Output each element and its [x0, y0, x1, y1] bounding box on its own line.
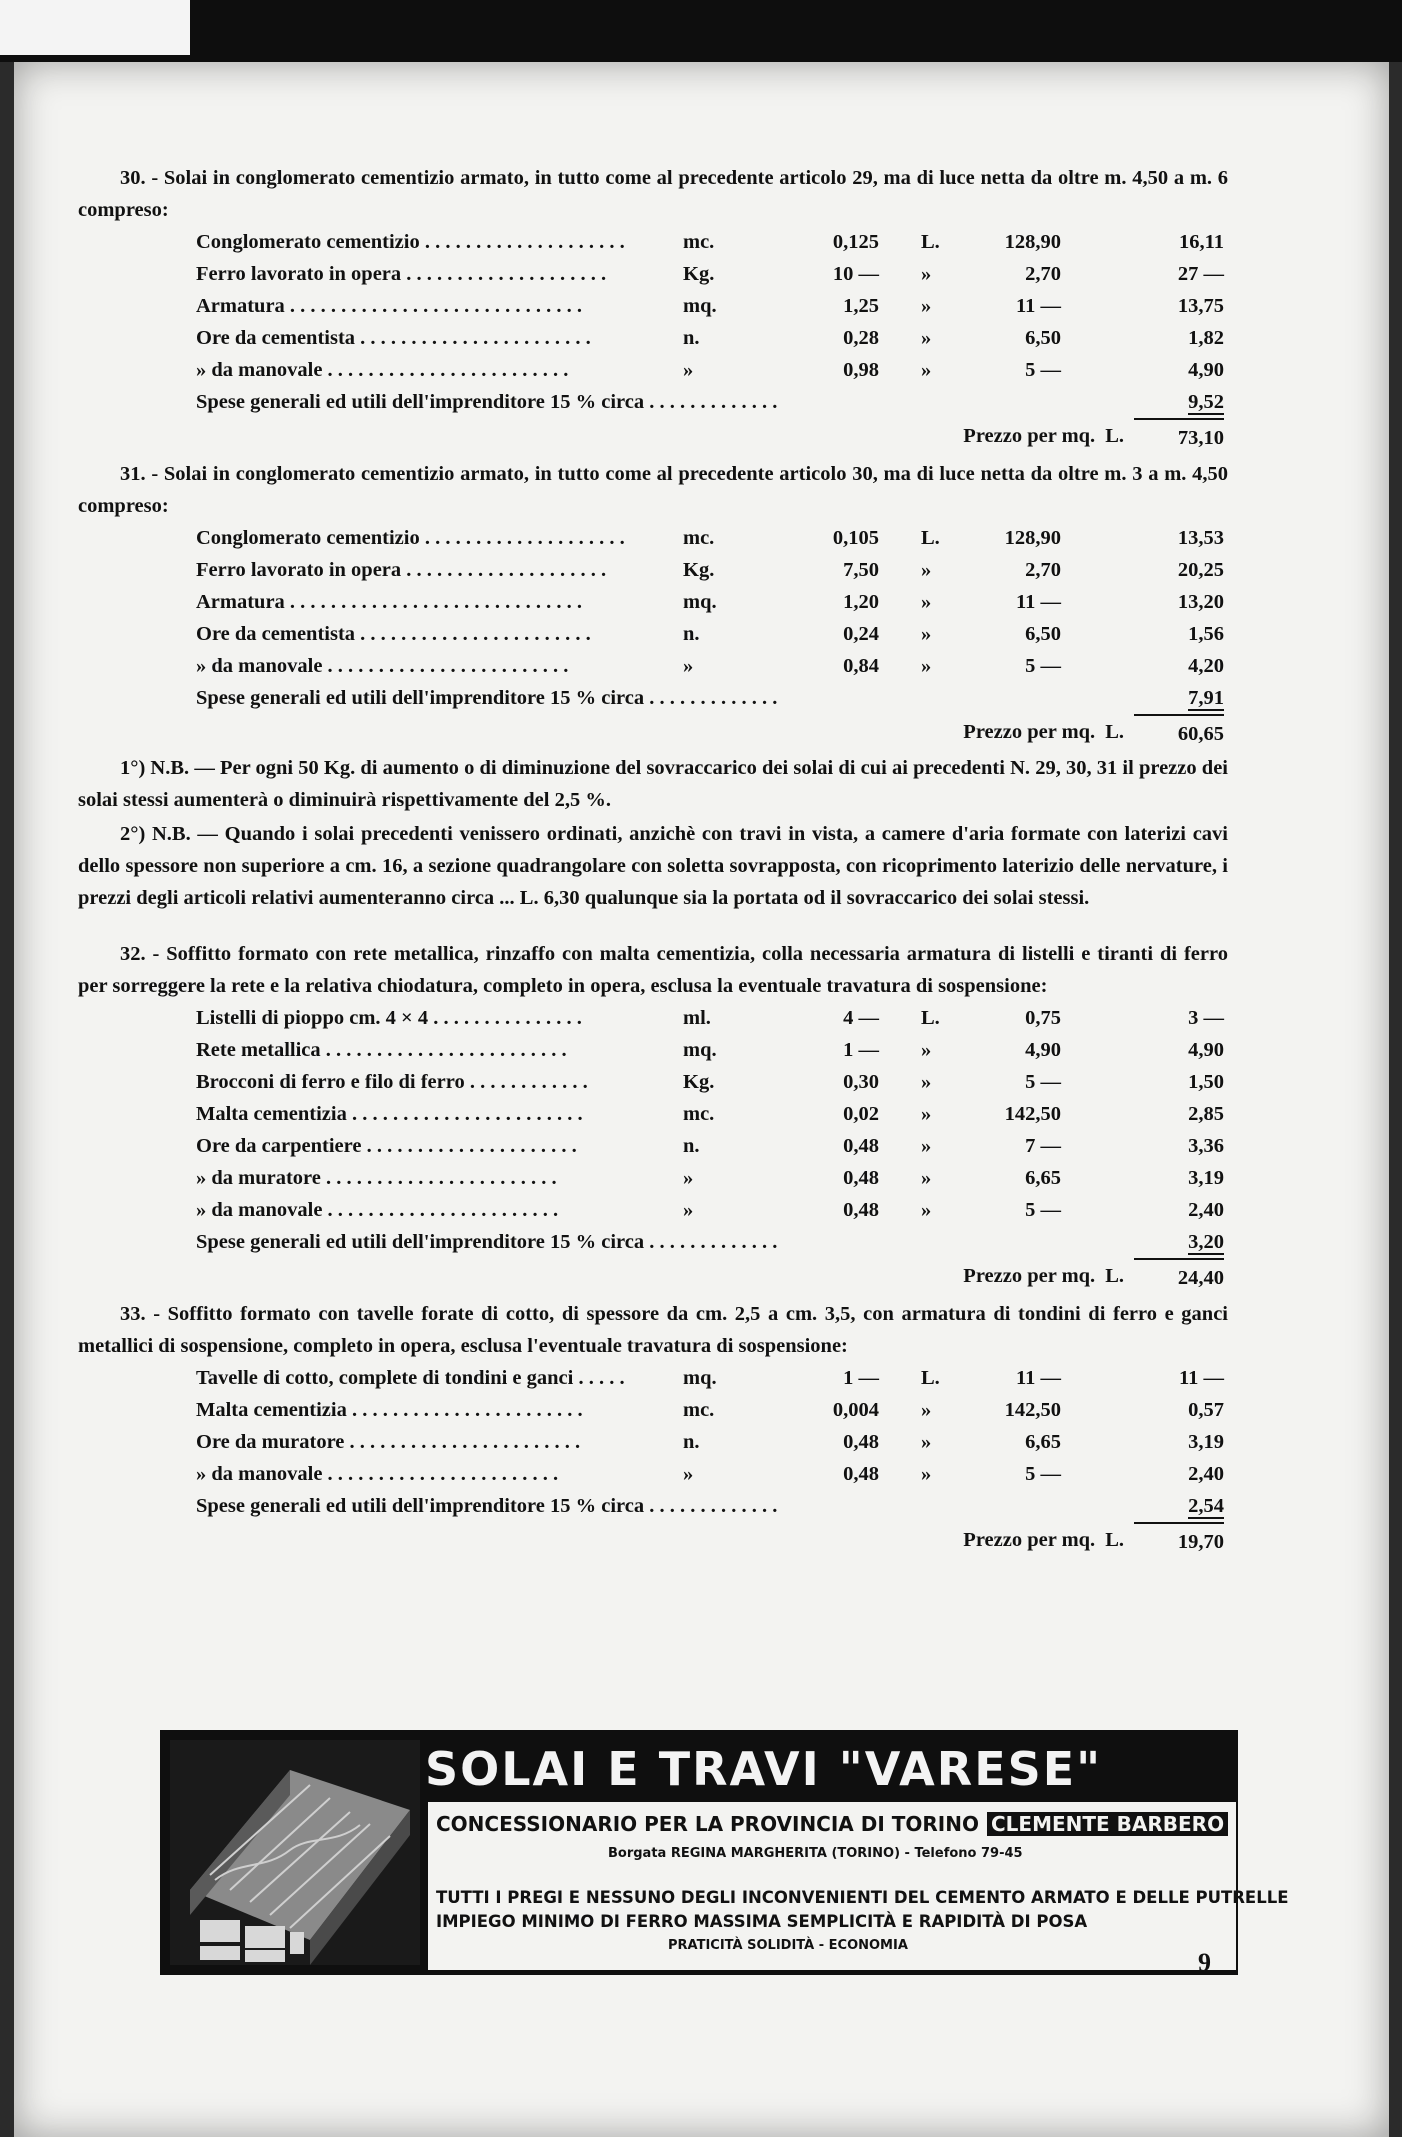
- cost-total-value: 3 —: [1188, 1007, 1224, 1029]
- cost-description: Ferro lavorato in opera . . . . . . . . . . . . . . . . . . . .: [196, 263, 607, 285]
- item-number: 32.: [120, 943, 146, 965]
- cost-description: » da manovale . . . . . . . . . . . . . . . . . . . . . . . .: [196, 359, 569, 381]
- cost-currency: »: [921, 1167, 932, 1189]
- cost-total-value: 1,50: [1188, 1071, 1224, 1093]
- cost-unit-price: 2,70: [1025, 559, 1061, 581]
- item-description: - Solai in conglomerato cementizio armato, in tutto come al precedente articolo 29, ma di luce netta da oltre m. 4,50 a m. 6 compreso:: [78, 167, 1228, 221]
- ad-concessionaire-text: CONCESSIONARIO PER LA PROVINCIA DI TORINO: [436, 1812, 979, 1836]
- cost-currency: »: [921, 1071, 932, 1093]
- cost-unit-price: 11 —: [1016, 295, 1061, 317]
- section-spacer: [78, 914, 1228, 934]
- price-summary-label: Prezzo per mq.: [963, 1265, 1096, 1287]
- cost-total: [1061, 1362, 1224, 1394]
- note-paragraph: [78, 752, 1228, 816]
- cost-description: Spese generali ed utili dell'imprenditore 15 % circa . . . . . . . . . . . . .: [196, 687, 778, 709]
- cost-table: [196, 1002, 1224, 1294]
- ad-benefits-line: IMPIEGO MINIMO DI FERRO MASSIMA SEMPLICITÀ E RAPIDITÀ DI POSA: [436, 1912, 1088, 1931]
- cost-currency: »: [921, 1135, 932, 1157]
- note-paragraph: [78, 818, 1228, 914]
- cost-unit-price: 142,50: [1004, 1399, 1061, 1421]
- cost-currency: L.: [921, 231, 940, 253]
- cost-row: [196, 258, 1224, 290]
- cost-row: [196, 1098, 1224, 1130]
- cost-currency: »: [921, 295, 932, 317]
- cost-unit-price: 6,65: [1025, 1431, 1061, 1453]
- page-number: 9: [1198, 1948, 1211, 1977]
- cost-total: [1061, 226, 1224, 258]
- cost-unit-price: 128,90: [1004, 527, 1061, 549]
- cost-row: [196, 586, 1224, 618]
- cost-unit-price: 5 —: [1025, 1463, 1061, 1485]
- price-summary-currency: L.: [1105, 721, 1124, 743]
- item-intro: [78, 1298, 1228, 1362]
- cost-quantity: 0,48: [843, 1135, 879, 1157]
- floor-slab-illustration: [170, 1740, 420, 1965]
- cost-row: [196, 682, 1224, 714]
- note-text: — Per ogni 50 Kg. di aumento o di diminuzione del sovraccarico dei solai di cui ai precedenti N. 29, 30, 31 il prezzo dei solai stessi aumenterà o diminuirà rispettivamente del 2,5 %.: [78, 757, 1228, 811]
- cost-total-value: 1,56: [1188, 623, 1224, 645]
- price-summary: [196, 714, 1224, 750]
- cost-quantity: 0,48: [843, 1463, 879, 1485]
- price-summary-label: Prezzo per mq.: [963, 425, 1096, 447]
- cost-currency: »: [921, 559, 932, 581]
- cost-description: Ore da cementista . . . . . . . . . . . . . . . . . . . . . . .: [196, 623, 591, 645]
- cost-row: [196, 322, 1224, 354]
- cost-row: [196, 1034, 1224, 1066]
- cost-unit-price: 6,50: [1025, 327, 1061, 349]
- cost-total-value: 16,11: [1179, 231, 1224, 253]
- cost-unit-price: 5 —: [1025, 655, 1061, 677]
- cost-unit-price: 2,70: [1025, 263, 1061, 285]
- cost-total: [1061, 522, 1224, 554]
- cost-quantity: 0,125: [832, 231, 879, 253]
- cost-quantity: 0,004: [832, 1399, 879, 1421]
- item-description: - Soffitto formato con rete metallica, rinzaffo con malta cementizia, colla necessaria armatura di listelli e tiranti di ferro per sorreggere la rete e la relativa chiodatura, completo in opera, esclusa la eventuale travatura di sospensione:: [78, 943, 1228, 997]
- item-description: - Soffitto formato con tavelle forate di cotto, di spessore da cm. 2,5 a cm. 3,5, con armatura di tondini di ferro e ganci metallici di sospensione, completo in opera, esclusa l'eventuale travatura di sospensione:: [78, 1303, 1228, 1357]
- cost-unit: n.: [683, 1135, 700, 1157]
- cost-quantity: 1 —: [843, 1367, 879, 1389]
- cost-currency: L.: [921, 527, 940, 549]
- item-intro: [78, 162, 1228, 226]
- cost-unit: mq.: [683, 591, 717, 613]
- cost-description: » da manovale . . . . . . . . . . . . . . . . . . . . . . . .: [196, 655, 569, 677]
- cost-unit: mq.: [683, 1039, 717, 1061]
- cost-currency: »: [921, 359, 932, 381]
- page-content: [78, 162, 1228, 1558]
- cost-unit: n.: [683, 327, 700, 349]
- cost-total: [1061, 1098, 1224, 1130]
- item-number: 31.: [120, 463, 146, 485]
- cost-unit: »: [683, 359, 694, 381]
- cost-unit: Kg.: [683, 1071, 715, 1093]
- cost-row: [196, 618, 1224, 650]
- cost-quantity: 1,25: [843, 295, 879, 317]
- cost-unit: »: [683, 1167, 694, 1189]
- cost-currency: »: [921, 1399, 932, 1421]
- cost-unit: Kg.: [683, 263, 715, 285]
- cost-unit: mc.: [683, 1103, 715, 1125]
- cost-description: » da manovale . . . . . . . . . . . . . . . . . . . . . . .: [196, 1199, 559, 1221]
- cost-currency: »: [921, 1039, 932, 1061]
- cost-quantity: 0,48: [843, 1431, 879, 1453]
- cost-total: [1061, 650, 1224, 682]
- cost-unit-price: 142,50: [1004, 1103, 1061, 1125]
- cost-quantity: 0,48: [843, 1167, 879, 1189]
- price-summary-currency: L.: [1105, 1265, 1124, 1287]
- cost-total: [1061, 554, 1224, 586]
- cost-unit: »: [683, 1199, 694, 1221]
- cost-unit: Kg.: [683, 559, 715, 581]
- price-summary-value: 19,70: [1134, 1522, 1224, 1558]
- cost-unit: mq.: [683, 1367, 717, 1389]
- cost-total-value: 4,90: [1188, 1039, 1224, 1061]
- cost-total: [1061, 618, 1224, 650]
- cost-currency: »: [921, 655, 932, 677]
- cost-currency: »: [921, 1199, 932, 1221]
- cost-total-value: 3,36: [1188, 1135, 1224, 1157]
- cost-total-value: 2,40: [1188, 1199, 1224, 1221]
- cost-row: [196, 1066, 1224, 1098]
- cost-currency: »: [921, 1103, 932, 1125]
- cost-row: [196, 1394, 1224, 1426]
- cost-row: [196, 554, 1224, 586]
- price-summary-value: 73,10: [1134, 418, 1224, 454]
- cost-total: [1061, 258, 1224, 290]
- cost-row: [196, 650, 1224, 682]
- cost-description: Listelli di pioppo cm. 4 × 4 . . . . . . . . . . . . . . .: [196, 1007, 582, 1029]
- cost-unit-price: 5 —: [1025, 1071, 1061, 1093]
- price-summary-value: 24,40: [1134, 1258, 1224, 1294]
- cost-description: Armatura . . . . . . . . . . . . . . . . . . . . . . . . . . . . .: [196, 295, 583, 317]
- cost-quantity: 0,24: [843, 623, 879, 645]
- cost-description: Rete metallica . . . . . . . . . . . . . . . . . . . . . . . .: [196, 1039, 567, 1061]
- price-summary-currency: L.: [1105, 1529, 1124, 1551]
- cost-quantity: 0,28: [843, 327, 879, 349]
- price-summary-label: Prezzo per mq.: [963, 721, 1096, 743]
- ad-body: [428, 1802, 1289, 1970]
- cost-description: Ore da muratore . . . . . . . . . . . . . . . . . . . . . . .: [196, 1431, 581, 1453]
- price-items-top: [78, 162, 1228, 750]
- cost-total-value: 13,20: [1177, 591, 1224, 613]
- cost-total: [1061, 586, 1224, 618]
- cost-total-value: 2,54: [1188, 1495, 1224, 1517]
- cost-table: [196, 226, 1224, 454]
- cost-row: [196, 1426, 1224, 1458]
- cost-total-value: 13,75: [1177, 295, 1224, 317]
- price-summary: [196, 1522, 1224, 1558]
- cost-total-value: 7,91: [1188, 687, 1224, 709]
- cost-total-value: 3,19: [1188, 1431, 1224, 1453]
- cost-row: [196, 226, 1224, 258]
- cost-total-value: 3,19: [1188, 1167, 1224, 1189]
- cost-description: Tavelle di cotto, complete di tondini e ganci . . . . .: [196, 1367, 625, 1389]
- cost-unit: ml.: [683, 1007, 711, 1029]
- cost-currency: L.: [921, 1007, 940, 1029]
- cost-description: Malta cementizia . . . . . . . . . . . . . . . . . . . . . . .: [196, 1399, 583, 1421]
- cost-quantity: 0,02: [843, 1103, 879, 1125]
- cost-total-value: 4,20: [1188, 655, 1224, 677]
- cost-total: [1061, 1226, 1224, 1258]
- cost-quantity: 0,30: [843, 1071, 879, 1093]
- cost-total-value: 20,25: [1177, 559, 1224, 581]
- cost-description: Ore da carpentiere . . . . . . . . . . . . . . . . . . . . .: [196, 1135, 577, 1157]
- price-summary-currency: L.: [1105, 425, 1124, 447]
- cost-unit: mc.: [683, 527, 715, 549]
- cost-row: [196, 1162, 1224, 1194]
- cost-total: [1061, 1066, 1224, 1098]
- cost-total: [1061, 1130, 1224, 1162]
- cost-unit: mq.: [683, 295, 717, 317]
- cost-unit-price: 11 —: [1016, 591, 1061, 613]
- scan-top-band: [0, 0, 1402, 62]
- price-summary-label: Prezzo per mq.: [963, 1529, 1096, 1551]
- advertisement-box: [160, 1730, 1289, 1975]
- item-intro: [78, 458, 1228, 522]
- cost-quantity: 0,98: [843, 359, 879, 381]
- cost-total: [1061, 386, 1224, 418]
- cost-description: Spese generali ed utili dell'imprenditore 15 % circa . . . . . . . . . . . . .: [196, 391, 778, 413]
- cost-total-value: 2,85: [1188, 1103, 1224, 1125]
- cost-total-value: 9,52: [1188, 391, 1224, 413]
- cost-unit: »: [683, 1463, 694, 1485]
- cost-total: [1061, 1490, 1224, 1522]
- cost-row: [196, 522, 1224, 554]
- ad-claim-line: TUTTI I PREGI E NESSUNO DEGLI INCONVENIENTI DEL CEMENTO ARMATO E DELLE PUTRELLE: [436, 1888, 1289, 1907]
- cost-description: » da manovale . . . . . . . . . . . . . . . . . . . . . . .: [196, 1463, 559, 1485]
- cost-unit: mc.: [683, 1399, 715, 1421]
- cost-currency: »: [921, 1431, 932, 1453]
- cost-unit: mc.: [683, 231, 715, 253]
- cost-unit-price: 128,90: [1004, 231, 1061, 253]
- cost-total-value: 13,53: [1177, 527, 1224, 549]
- price-summary: [196, 418, 1224, 454]
- cost-row: [196, 354, 1224, 386]
- note-text: — Quando i solai precedenti venissero ordinati, anzichè con travi in vista, a camere d'aria formate con laterizi cavi dello spessore non superiore a cm. 16, a sezione quadrangolare con soletta sovrapposta, con ricoprimento laterizio delle nervature, i prezzi degli articoli relativi aumenteranno circa ... L. 6,30 qualunque sia la portata od il sovraccarico dei solai stessi.: [78, 823, 1228, 909]
- cost-unit-price: 0,75: [1025, 1007, 1061, 1029]
- ad-slogan-line: PRATICITÀ SOLIDITÀ - ECONOMIA: [668, 1938, 908, 1953]
- cost-row: [196, 1130, 1224, 1162]
- cost-quantity: 10 —: [832, 263, 879, 285]
- ad-address-line: Borgata REGINA MARGHERITA (TORINO) - Telefono 79-45: [608, 1846, 1023, 1861]
- cost-currency: »: [921, 1463, 932, 1485]
- cost-unit-price: 7 —: [1025, 1135, 1061, 1157]
- price-summary: [196, 1258, 1224, 1294]
- cost-description: Spese generali ed utili dell'imprenditore 15 % circa . . . . . . . . . . . . .: [196, 1231, 778, 1253]
- cost-quantity: 4 —: [843, 1007, 879, 1029]
- cost-quantity: 0,105: [832, 527, 879, 549]
- note-label: 1°) N.B.: [120, 757, 190, 779]
- cost-unit: n.: [683, 623, 700, 645]
- cost-total-value: 3,20: [1188, 1231, 1224, 1253]
- cost-total: [1061, 1194, 1224, 1226]
- scan-corner-tab: [0, 0, 190, 55]
- cost-total: [1061, 1034, 1224, 1066]
- cost-total-value: 2,40: [1188, 1463, 1224, 1485]
- cost-description: Armatura . . . . . . . . . . . . . . . . . . . . . . . . . . . . .: [196, 591, 583, 613]
- cost-total-value: 1,82: [1188, 327, 1224, 349]
- cost-row: [196, 1226, 1224, 1258]
- cost-total-value: 11 —: [1179, 1367, 1224, 1389]
- cost-currency: »: [921, 263, 932, 285]
- ad-concessionaire-name: CLEMENTE BARBERO: [987, 1812, 1228, 1836]
- ad-title: SOLAI E TRAVI "VARESE": [425, 1742, 1103, 1796]
- item-number: 30.: [120, 167, 146, 189]
- ad-concessionaire-line: [436, 1812, 1228, 1836]
- cost-unit: n.: [683, 1431, 700, 1453]
- item-description: - Solai in conglomerato cementizio armato, in tutto come al precedente articolo 30, ma di luce netta da oltre m. 3 a m. 4,50 compreso:: [78, 463, 1228, 517]
- cost-row: [196, 1362, 1224, 1394]
- cost-quantity: 7,50: [843, 559, 879, 581]
- cost-currency: »: [921, 327, 932, 349]
- cost-total: [1061, 322, 1224, 354]
- cost-table: [196, 522, 1224, 750]
- cost-currency: »: [921, 591, 932, 613]
- cost-description: Ore da cementista . . . . . . . . . . . . . . . . . . . . . . .: [196, 327, 591, 349]
- price-items-bottom: [78, 938, 1228, 1558]
- cost-quantity: 1 —: [843, 1039, 879, 1061]
- cost-quantity: 0,48: [843, 1199, 879, 1221]
- cost-description: Malta cementizia . . . . . . . . . . . . . . . . . . . . . . .: [196, 1103, 583, 1125]
- cost-unit-price: 4,90: [1025, 1039, 1061, 1061]
- cost-row: [196, 1490, 1224, 1522]
- cost-unit: »: [683, 655, 694, 677]
- cost-total-value: 0,57: [1188, 1399, 1224, 1421]
- item-intro: [78, 938, 1228, 1002]
- cost-description: » da muratore . . . . . . . . . . . . . . . . . . . . . . .: [196, 1167, 557, 1189]
- price-summary-value: 60,65: [1134, 714, 1224, 750]
- cost-quantity: 1,20: [843, 591, 879, 613]
- cost-unit-price: 11 —: [1016, 1367, 1061, 1389]
- notes-section: [78, 752, 1228, 934]
- note-label: 2°) N.B.: [120, 823, 191, 845]
- cost-row: [196, 1002, 1224, 1034]
- cost-quantity: 0,84: [843, 655, 879, 677]
- cost-row: [196, 1194, 1224, 1226]
- cost-total: [1061, 1426, 1224, 1458]
- cost-unit-price: 5 —: [1025, 359, 1061, 381]
- cost-description: Brocconi di ferro e filo di ferro . . . . . . . . . . . .: [196, 1071, 588, 1093]
- cost-total: [1061, 1162, 1224, 1194]
- cost-total: [1061, 290, 1224, 322]
- cost-description: Ferro lavorato in opera . . . . . . . . . . . . . . . . . . . .: [196, 559, 607, 581]
- cost-row: [196, 290, 1224, 322]
- cost-total: [1061, 1002, 1224, 1034]
- item-number: 33.: [120, 1303, 146, 1325]
- cost-total: [1061, 1458, 1224, 1490]
- cost-row: [196, 386, 1224, 418]
- cost-currency: »: [921, 623, 932, 645]
- cost-total-value: 27 —: [1177, 263, 1224, 285]
- cost-unit-price: 5 —: [1025, 1199, 1061, 1221]
- cost-total: [1061, 354, 1224, 386]
- cost-total-value: 4,90: [1188, 359, 1224, 381]
- cost-row: [196, 1458, 1224, 1490]
- cost-unit-price: 6,50: [1025, 623, 1061, 645]
- cost-currency: L.: [921, 1367, 940, 1389]
- cost-unit-price: 6,65: [1025, 1167, 1061, 1189]
- cost-total: [1061, 682, 1224, 714]
- cost-description: Conglomerato cementizio . . . . . . . . . . . . . . . . . . . .: [196, 231, 625, 253]
- cost-description: Conglomerato cementizio . . . . . . . . . . . . . . . . . . . .: [196, 527, 625, 549]
- cost-table: [196, 1362, 1224, 1558]
- cost-total: [1061, 1394, 1224, 1426]
- cost-description: Spese generali ed utili dell'imprenditore 15 % circa . . . . . . . . . . . . .: [196, 1495, 778, 1517]
